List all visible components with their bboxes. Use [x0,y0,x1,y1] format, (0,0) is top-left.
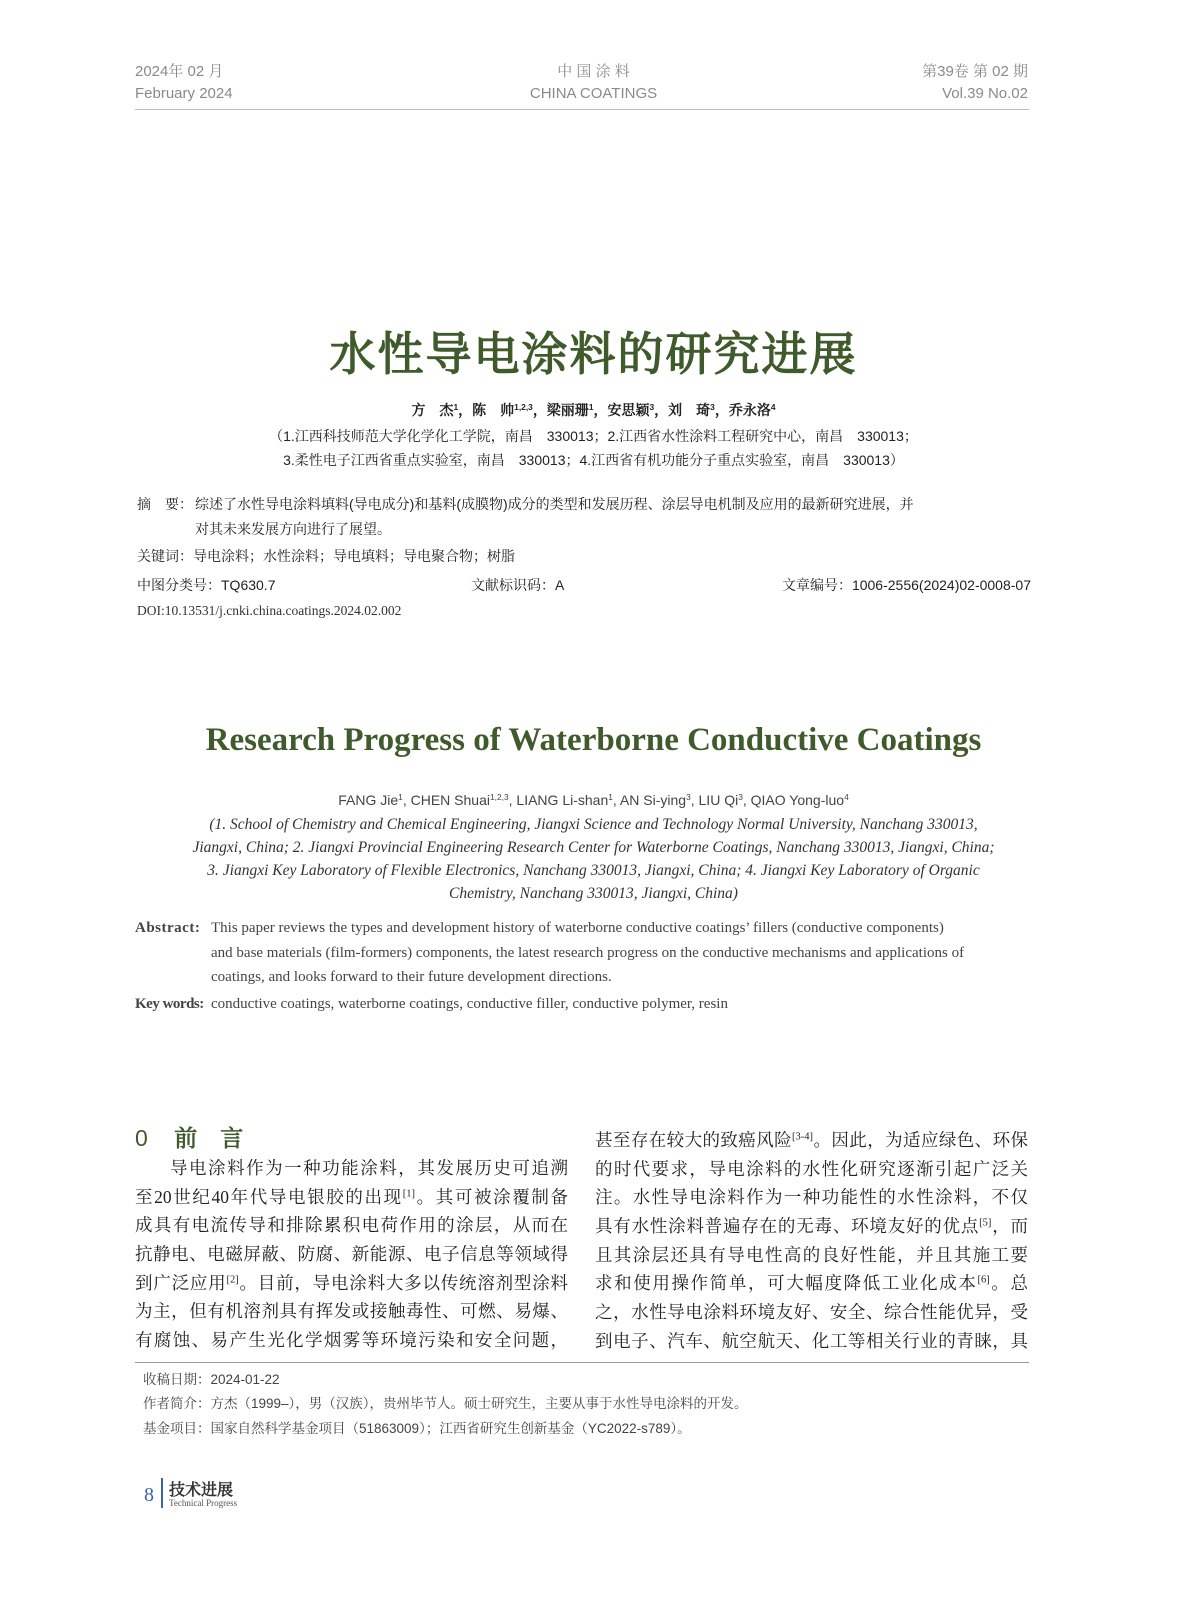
superscript: [2] [226,1274,239,1286]
body-line [595,1155,1028,1184]
en-affiliation-line: Chemistry, Nanchang 330013, Jiangxi, China) [449,885,738,902]
text-run: 抗静电、电磁屏蔽、防腐、新能源、电子信息等领域得 [135,1244,568,1265]
text-run: , LIU Qi [690,792,739,808]
superscript: [1] [402,1188,415,1200]
text-run: 且其涂层还具有导电性高的良好性能，并且其施工要 [595,1244,1028,1265]
superscript: 3 [710,401,715,412]
en-affiliation-line: Jiangxi, China; 2. Jiangxi Provincial Engineering Research Center for Waterborne Coatings, Nanchang 330013, Jiangxi, China; [192,839,995,856]
footnote-author-bio: 作者简介：方杰（1999–），男（汉族），贵州毕节人。硕士研究生，主要从事于水性导电涂料的开发。 [143,1396,748,1411]
text-run: 成具有电流传导和排除累积电荷作用的涂层，从而在 [135,1215,568,1236]
superscript: 1 [398,791,403,802]
superscript: 1 [453,401,459,412]
en-title: Research Progress of Waterborne Conductive Coatings [205,722,982,758]
text-run: 。其可被涂覆制备 [415,1186,568,1207]
cn-doc-code: 文献标识码：A [471,577,565,593]
body-line [135,1183,568,1212]
header-issue [922,61,1028,105]
superscript: 1 [608,791,613,802]
header-journal-en: CHINA COATINGS [529,85,658,102]
text-run: 甚至存在较大的致癌风险 [595,1130,793,1150]
text-run: 到广泛应用 [135,1272,227,1293]
cn-keywords-value: 导电涂料；水性涂料；导电填料；导电聚合物；树脂 [193,548,515,564]
text-run: 为主，但有机溶剂具有挥发或接触毒性、可燃、易爆、 [135,1301,568,1322]
text-run: 。因此，为适应绿色、环保 [813,1130,1028,1150]
superscript: 1,2,3 [514,401,533,412]
text-run: , CHEN Shuai [402,792,490,808]
footnote-received: 收稿日期：2024-01-22 [143,1372,280,1387]
text-run: 方 杰 [411,402,454,418]
cn-title: 水性导电涂料的研究进展 [329,328,858,380]
cn-abstract-label: 摘 要： [137,496,193,512]
body-line [595,1327,1028,1356]
body-line [135,1240,568,1269]
body-line [135,1211,568,1240]
text-run: 。目前，导电涂料大多以传统溶剂型涂料 [238,1272,568,1293]
cn-affiliation-1: （1.江西科技师范大学化学化工学院，南昌 330013；2.江西省水性涂料工程研究中心，南昌 330013； [269,428,918,444]
footer-section-cn: 技术进展 [169,1482,234,1499]
text-run: 的时代要求，导电涂料的水性化研究逐渐引起广泛关 [595,1158,1028,1179]
doi: DOI:10.13531/j.cnki.china.coatings.2024.02.002 [137,603,402,618]
footer-section-en: Technical Progress [169,1498,238,1508]
body-line [595,1126,1028,1155]
text-run: 到电子、汽车、航空航天、化工等相关行业的青睐，具 [595,1330,1028,1351]
cn-clc: 中图分类号：TQ630.7 [137,577,276,593]
superscript: 4 [770,401,776,412]
footer-bar [161,1478,163,1508]
en-abstract-line: coatings, and looks forward to their future development directions. [211,969,612,985]
body-line [595,1241,1028,1270]
header-issue-cn: 第39卷 第 02 期 [922,63,1028,80]
cn-article-no: 文章编号：1006-2556(2024)02-0008-07 [781,577,1031,593]
text-run: 至20世纪40年代导电银胶的出现 [135,1186,403,1207]
cn-authors [0,400,1187,420]
en-abstract-label: Abstract: [135,920,201,936]
cn-affiliation-2: 3.柔性电子江西省重点实验室，南昌 330013；4.江西省有机功能分子重点实验室，南昌 330013） [283,452,904,468]
section-title: 前 言 [174,1125,244,1151]
body-line [595,1212,1028,1241]
header-issue-en: Vol.39 No.02 [942,85,1028,102]
cn-keywords-label: 关键词： [137,548,193,564]
text-run: , QIAO Yong-luo [742,792,845,808]
text-run: 导电涂料作为一种功能涂料，其发展历史可追溯 [170,1158,568,1178]
superscript: 4 [844,791,849,802]
body-line [135,1269,568,1298]
superscript: 3 [686,791,691,802]
text-run: ，刘 琦 [654,402,711,418]
text-run: 求和使用操作简单，可大幅度降低工业化成本 [595,1273,978,1294]
cn-abstract-line1: 综述了水性导电涂料填料(导电成分)和基料(成膜物)成分的类型和发展历程、涂层导电机制及应用的最新研究进展，并 [195,496,914,512]
cn-keywords [137,546,515,566]
text-run: ，安思颖 [593,402,650,418]
cn-abstract-line2: 对其未来发展方向进行了展望。 [195,521,391,537]
superscript: 1 [588,401,594,412]
text-run: ，而 [991,1216,1028,1237]
en-authors [0,792,1187,808]
text-run: 之，水性导电涂料环境友好、安全、综合性能优异，受 [595,1302,1028,1323]
text-run: 。总 [989,1273,1028,1294]
text-run: FANG Jie [338,792,399,808]
en-keywords-label: Key words: [135,996,204,1012]
superscript: [5] [979,1217,992,1229]
section-number: 0 [135,1125,148,1151]
text-run: 有腐蚀、易产生光化学烟雾等环境污染和安全问题， [135,1330,568,1351]
en-abstract-line: This paper reviews the types and development history of waterborne conductive coatings’ fillers (conductive components) [211,920,944,936]
body-right-column [595,1126,1028,1356]
section-heading [135,1120,243,1153]
body-left-column [135,1154,568,1355]
text-run: 具有水性涂料普遍存在的无毒、环境友好的优点 [595,1216,980,1237]
body-line [135,1326,568,1355]
body-line [595,1269,1028,1298]
en-keywords: conductive coatings, waterborne coatings, conductive filler, conductive polymer, resin [211,996,728,1012]
body-line [595,1298,1028,1327]
en-affiliation-line: 3. Jiangxi Key Laboratory of Flexible Electronics, Nanchang 330013, Jiangxi, China; 4. Jiangxi Key Laboratory of Organic [207,862,980,879]
text-run: ，乔永洛 [714,402,771,418]
body-line [135,1297,568,1326]
superscript: 3 [738,791,743,802]
superscript: [3-4] [792,1131,814,1143]
header-divider [135,109,1029,110]
text-run: 注。水性导电涂料作为一种功能性的水性涂料，不仅 [595,1187,1028,1208]
superscript: 1,2,3 [490,791,509,802]
text-run: , LIANG Li-shan [508,792,609,808]
superscript: 3 [649,401,655,412]
en-abstract-line: and base materials (film-formers) components, the latest research progress on the conductive mechanisms and applications of [211,945,965,961]
text-run: ，陈 帅 [458,402,515,418]
page-number: 8 [144,1484,154,1506]
footnote-funding: 基金项目：国家自然科学基金项目（51863009）；江西省研究生创新基金（YC2022-s789）。 [143,1421,691,1436]
header-date-cn: 2024年 02 月 [135,63,224,80]
en-affiliation-line: (1. School of Chemistry and Chemical Engineering, Jiangxi Science and Technology Normal University, Nanchang 330013, [209,816,978,833]
superscript: [6] [977,1275,990,1287]
text-run: , AN Si-ying [612,792,687,808]
footnote-divider [135,1362,1029,1363]
header-date-en: February 2024 [135,85,233,102]
header-journal-cn: 中 国 涂 料 [557,63,630,80]
body-line [135,1154,568,1183]
text-run: ，梁丽珊 [532,402,589,418]
body-line [595,1183,1028,1212]
